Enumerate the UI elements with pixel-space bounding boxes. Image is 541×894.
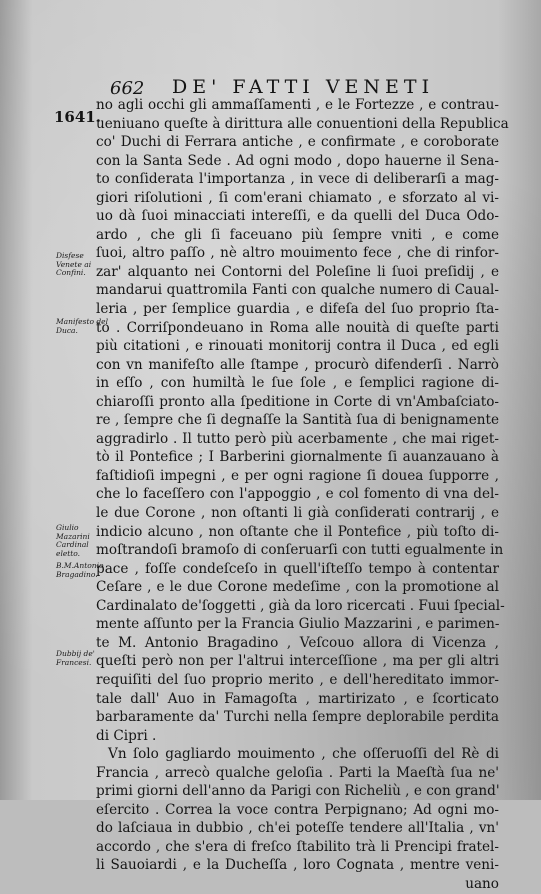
text-line: ueniuano queſte à dirittura alle conuentioni della Republica (96, 115, 509, 132)
text-line: di Cipri . (96, 727, 157, 744)
sidenote-bragadino: B.M.Antonio Bragadino. (56, 561, 104, 579)
text-line: leria , per ſemplice guardia , e difeſa del ſuo proprio ſta- (96, 301, 499, 318)
running-title: DE' FATTI VENETI (172, 76, 435, 98)
text-line: uo dà ſuoi minacciati intereſſi, e da quelli del Duca Odo- (96, 208, 499, 225)
text-line: con la Santa Sede . Ad ogni modo , dopo hauerne il Sena- (96, 152, 499, 169)
text-line: do laſciaua in dubbio , ch'ei poteſſe tendere all'Italia , vn' (96, 820, 499, 837)
text-line: re , ſempre che ſi degnaſſe la Santità ſua di benignamente (96, 412, 499, 429)
text-line: indicio alcuno , non oſtante che il Pontefice , più toſto di- (96, 523, 499, 540)
text-line: eſercito . Correa la voce contra Perpignano; Ad ogni mo- (96, 801, 499, 818)
page-number: 662 (110, 78, 145, 99)
text-line: pace , foſſe condeſceſo in quell'iſteſſo tempo à contentar (96, 560, 499, 577)
text-line: Vn ſolo gagliardo mouimento , che oſſeruoſſi del Rè di (108, 746, 499, 763)
margin-year: 1641. (54, 108, 101, 126)
text-line: moſtrandoſi bramoſo di conſeruarſi con tutti egualmente in (96, 542, 504, 559)
text-line: no agli occhi gli ammaſſamenti , e le Fortezze , e contrau- (96, 97, 499, 113)
text-line: più citationi , e rinouati monitorij contra il Duca , ed egli (96, 338, 499, 355)
text-line: barbaramente da' Turchi nella ſempre deplorabile perdita (96, 709, 499, 726)
text-line: che lo faceſſero con l'appoggio , e col fomento di vna del- (96, 486, 499, 503)
body-text (96, 96, 509, 894)
text-line: ardo , che gli ſi faceuano più ſempre vniti , e come (96, 226, 499, 243)
sidenote-mazarin-cardinal: Giulio Mazarini Cardinal eletto. (56, 523, 90, 558)
text-line: queſti però non per l'altrui interceſſione , ma per gli altri (96, 653, 499, 670)
text-line: con vn manifeſto alle ſtampe , procurò difenderſi . Narrò (96, 356, 499, 373)
catchword: uano (465, 875, 499, 892)
text-line: in eſſo , con humiltà le ſue ſole , e ſemplici ragione di- (96, 375, 499, 392)
text-line: zar' alquanto nei Contorni del Poleſine li ſuoi preſidij , e (96, 263, 499, 280)
text-line: ſuoi, altro paſſo , nè altro mouimento fece , che di rinfor- (96, 245, 499, 262)
text-line: mente aſſunto per la Francia Giulio Mazzarini , e parimen- (96, 616, 500, 633)
text-line: le due Corone , non oſtanti li già conſiderati contrarij , e (96, 505, 499, 522)
text-line: Cardinalato de'ſoggetti , già da loro ricercati . Fuui ſpecial- (96, 597, 505, 614)
text-line: te M. Antonio Bragadino , Veſcouo allora di Vicenza , (96, 634, 499, 651)
text-line: Ceſare , e le due Corone medeſime , con la promotione al (96, 579, 499, 596)
text-line: to conſiderata l'importanza , in vece di deliberarſi a mag- (96, 171, 499, 188)
text-line: aggradirlo . Il tutto però più acerbamente , che mai riget- (96, 430, 499, 447)
text-line: chiaroſſi pronto alla ſpeditione in Corte di vn'Ambaſciato- (96, 393, 499, 410)
text-line: mandarui quattromila Fanti con qualche numero di Caual- (96, 282, 499, 299)
text-line: faſtidioſi impegni , e per ogni ragione ſi doueа ſupporre , (96, 467, 499, 484)
text-line: requiſiti del ſuo proprio merito , e dell'hereditato immor- (96, 671, 499, 688)
text-line: tò il Pontefice ; I Barberini giornalmente ſi auanzauano à (96, 449, 499, 466)
sidenote-venetian-defenses: Disfese Venete ai Confini. (56, 251, 92, 277)
sidenote-duke-manifesto: Manifesto del Duca. (56, 317, 108, 335)
text-line: li Sauoiardi , e la Ducheſſa , loro Cognata , mentre veni- (96, 857, 499, 874)
text-line: tale dall' Auo in Famagoſta , martirizato , e ſcorticato (96, 690, 499, 707)
text-line: accordo , che s'era di freſco ſtabilito trà li Prencipi fratel- (96, 838, 499, 855)
text-line: Francia , arrecò qualche geloſia . Parti la Maeſtà ſua ne' (96, 764, 499, 781)
sidenote-french-doubts: Dubbij de' Francesi. (56, 649, 95, 667)
text-line: co' Duchi di Ferrara antiche , e confirmate , e coroborate (96, 134, 499, 151)
text-line: primi giorni dell'anno da Parigi con Richeliù , e con grand' (96, 783, 500, 800)
text-line: to . Corriſpondeuano in Roma alle nouità di queſte parti (96, 319, 499, 336)
text-line: giori riſolutioni , ſi com'erani chiamato , e sforzato al vi- (96, 189, 499, 206)
